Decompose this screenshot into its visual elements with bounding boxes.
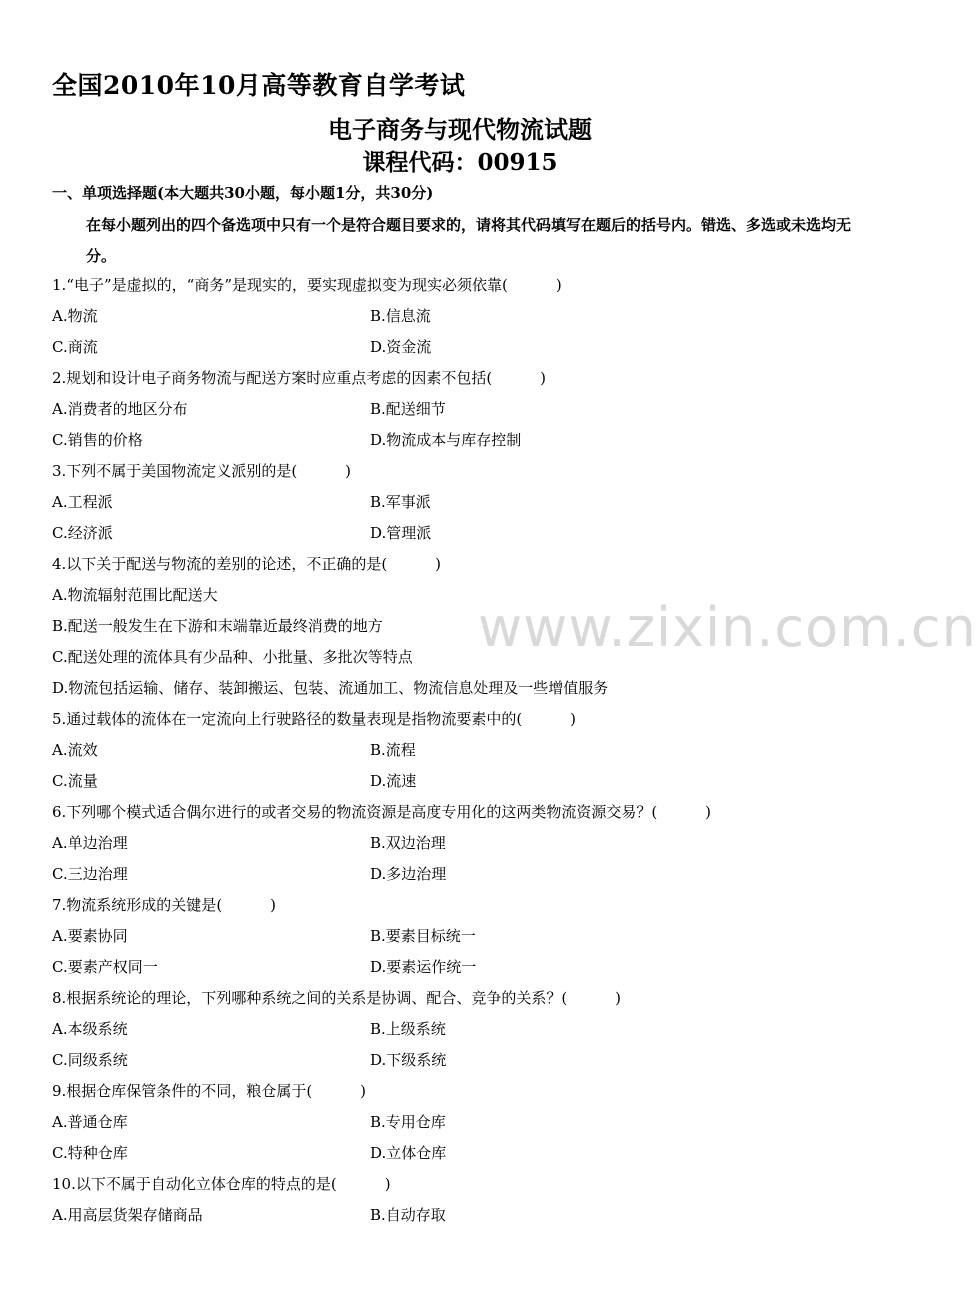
option-row <box>52 301 882 332</box>
option-row <box>52 425 882 456</box>
question-text: 4.以下关于配送与物流的差别的论述，不正确的是( <box>52 555 388 573</box>
answer-option: A.物流辐射范围比配送大 <box>52 586 218 604</box>
answer-option: B.自动存取 <box>370 1206 446 1224</box>
question-stem <box>52 704 882 735</box>
option-row <box>52 487 882 518</box>
answer-option: D.管理派 <box>370 524 432 542</box>
answer-option: D.多边治理 <box>370 865 447 883</box>
answer-option: B.要素目标统一 <box>370 927 476 945</box>
answer-option: A.用高层货架存储商品 <box>52 1206 203 1224</box>
question-stem <box>52 797 882 828</box>
option-row <box>52 1014 882 1045</box>
option-row <box>52 1107 882 1138</box>
question-text: 6.下列哪个模式适合偶尔进行的或者交易的物流资源是高度专用化的这两类物流资源交易？( <box>52 803 658 821</box>
question-stem <box>52 549 882 580</box>
question-text: 9.根据仓库保管条件的不同，粮仓属于( <box>52 1082 313 1100</box>
answer-option: A.要素协同 <box>52 927 128 945</box>
question-stem <box>52 983 882 1014</box>
question-text: 10.以下不属于自动化立体仓库的特点的是( <box>52 1175 337 1193</box>
option-row <box>52 1200 882 1231</box>
answer-option: D.立体仓库 <box>370 1144 447 1162</box>
option-row <box>52 921 882 952</box>
section-heading: 一、单项选择题(本大题共30小题，每小题1分，共30分) <box>52 184 434 202</box>
question-stem <box>52 890 882 921</box>
answer-option: D.流速 <box>370 772 417 790</box>
answer-option: A.单边治理 <box>52 834 128 852</box>
answer-option: D.物流包括运输、储存、装卸搬运、包装、流通加工、物流信息处理及一些增值服务 <box>52 679 609 697</box>
option-row <box>52 1045 882 1076</box>
question-text: 5.通过载体的流体在一定流向上行驶路径的数量表现是指物流要素中的( <box>52 710 523 728</box>
course-code: 课程代码：00915 <box>362 149 558 176</box>
option-row <box>52 828 882 859</box>
exam-header: 全国2010年10月高等教育自学考试 <box>52 71 466 100</box>
answer-option: A.消费者的地区分布 <box>52 400 188 418</box>
answer-option: C.销售的价格 <box>52 431 143 449</box>
option-row <box>52 1138 882 1169</box>
answer-blank-close: ) <box>570 710 577 728</box>
question-text: 7.物流系统形成的关键是( <box>52 896 223 914</box>
answer-option: D.下级系统 <box>370 1051 447 1069</box>
question-stem <box>52 363 882 394</box>
answer-option: A.本级系统 <box>52 1020 128 1038</box>
answer-option: C.流量 <box>52 772 98 790</box>
answer-option: C.配送处理的流体具有少品种、小批量、多批次等特点 <box>52 648 413 666</box>
question-text: 8.根据系统论的理论，下列哪种系统之间的关系是协调、配合、竞争的关系？( <box>52 989 568 1007</box>
answer-option: D.要素运作统一 <box>370 958 477 976</box>
answer-option: B.配送一般发生在下游和末端靠近最终消费的地方 <box>52 617 383 635</box>
answer-option: B.配送细节 <box>370 400 446 418</box>
answer-option: A.工程派 <box>52 493 113 511</box>
answer-blank-close: ) <box>270 896 277 914</box>
option-row <box>52 394 882 425</box>
watermark: www.zixin.com.cn <box>478 596 977 659</box>
answer-option: C.三边治理 <box>52 865 128 883</box>
option-row <box>52 859 882 890</box>
option-row <box>52 332 882 363</box>
answer-option: B.流程 <box>370 741 416 759</box>
question-stem <box>52 1076 882 1107</box>
answer-option: B.上级系统 <box>370 1020 446 1038</box>
answer-option: A.物流 <box>52 307 98 325</box>
option-row <box>52 518 882 549</box>
option-row <box>52 952 882 983</box>
subject-title: 电子商务与现代物流试题 <box>328 115 592 144</box>
answer-option: A.流效 <box>52 741 98 759</box>
answer-blank-close: ) <box>705 803 712 821</box>
answer-option: D.物流成本与库存控制 <box>370 431 522 449</box>
answer-option: B.军事派 <box>370 493 431 511</box>
question-list <box>52 270 882 1231</box>
answer-blank-close: ) <box>345 462 352 480</box>
answer-option: C.商流 <box>52 338 98 356</box>
answer-blank-close: ) <box>435 555 442 573</box>
option-row <box>52 735 882 766</box>
question-stem <box>52 270 882 301</box>
answer-option: C.经济派 <box>52 524 113 542</box>
question-stem <box>52 456 882 487</box>
answer-blank-close: ) <box>360 1082 367 1100</box>
option-row <box>52 766 882 797</box>
section-instructions: 在每小题列出的四个备选项中只有一个是符合题目要求的，请将其代码填写在题后的括号内。错选、多选或未选均无分。 <box>86 216 852 265</box>
answer-option: B.专用仓库 <box>370 1113 446 1131</box>
answer-blank-close: ) <box>555 276 562 294</box>
answer-option: C.特种仓库 <box>52 1144 128 1162</box>
answer-option: C.同级系统 <box>52 1051 128 1069</box>
question-text: 2.规划和设计电子商务物流与配送方案时应重点考虑的因素不包括( <box>52 369 493 387</box>
answer-blank-close: ) <box>540 369 547 387</box>
answer-blank-close: ) <box>384 1175 391 1193</box>
answer-option: B.信息流 <box>370 307 431 325</box>
answer-option: C.要素产权同一 <box>52 958 158 976</box>
question-text: 1.“电子”是虚拟的，“商务”是现实的，要实现虚拟变为现实必须依靠( <box>52 276 508 294</box>
answer-blank-close: ) <box>615 989 622 1007</box>
answer-option: A.普通仓库 <box>52 1113 128 1131</box>
question-text: 3.下列不属于美国物流定义派别的是( <box>52 462 298 480</box>
answer-option: B.双边治理 <box>370 834 446 852</box>
question-stem <box>52 1169 882 1200</box>
answer-option: D.资金流 <box>370 338 432 356</box>
